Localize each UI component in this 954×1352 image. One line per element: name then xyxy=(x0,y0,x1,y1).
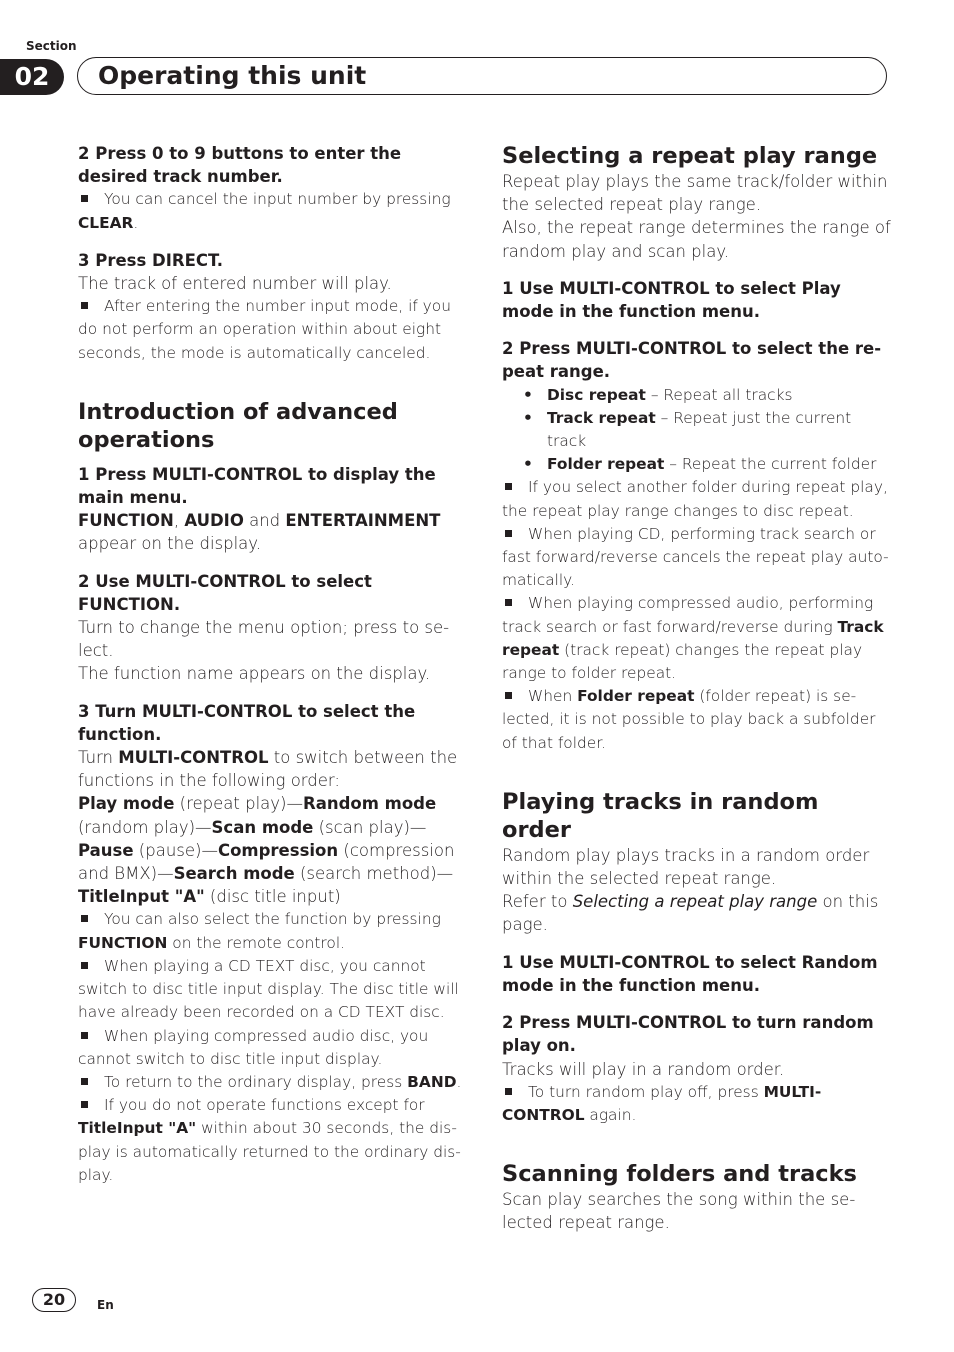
step-title: 3 Press DIRECT. xyxy=(78,250,223,270)
square-bullet-icon xyxy=(505,599,512,606)
note: After entering the number input mode, if you do not perform an operation within about eight seconds, the mode is automatically canceled. xyxy=(78,297,451,362)
body-text: Repeat play plays the same track/folder within the selected repeat play range. xyxy=(502,172,888,215)
body-text: The track of entered number will play. xyxy=(78,274,392,294)
list-item: • Folder repeat – Repeat the current folder xyxy=(502,453,894,476)
note: If you do not operate functions except for TitleInput "A" within about 30 seconds, the dis-play is automatically returned to the ordinary dis-play. xyxy=(78,1096,461,1184)
square-bullet-icon xyxy=(505,530,512,537)
note: You can also select the function by pressing FUNCTION on the remote control. xyxy=(78,910,441,952)
step-title: 2 Press MULTI-CONTROL to select the re-peat range. xyxy=(502,339,882,382)
note: When playing a CD TEXT disc, you cannot switch to disc title input display. The disc title will have already been recorded on a CD TEXT disc. xyxy=(78,956,459,1022)
square-bullet-icon xyxy=(505,1088,512,1095)
step-title: 1 Use MULTI-CONTROL to select Play mode in the function menu. xyxy=(502,278,841,322)
section-label: Section xyxy=(26,39,77,53)
left-column xyxy=(78,142,470,1187)
note: When playing compressed audio, performing track search or fast forward/reverse during Track repeat (track repeat) changes the repeat play range to folder repeat. xyxy=(502,594,884,683)
note: If you select another folder during repeat play, the repeat play range changes to disc repeat. xyxy=(502,478,888,520)
body-text: Scan play searches the song within the se-lected repeat range. xyxy=(502,1190,856,1233)
square-bullet-icon xyxy=(81,962,88,969)
right-column xyxy=(502,142,894,1235)
section-number: 02 xyxy=(0,59,64,95)
body-text: Refer to Selecting a repeat play range on this page. xyxy=(502,892,879,935)
step-title: 1 Use MULTI-CONTROL to select Random mode in the function menu. xyxy=(502,952,878,995)
note: When playing CD, performing track search or fast forward/reverse cancels the repeat play auto-matically. xyxy=(502,524,889,590)
square-bullet-icon xyxy=(81,302,88,309)
note: To turn random play off, press MULTI-CONTROL again. xyxy=(502,1082,822,1124)
page-title-bar xyxy=(77,57,887,95)
page-title: Operating this unit xyxy=(98,61,367,90)
body-text: Random play plays tracks in a random order within the selected repeat range. xyxy=(502,845,870,889)
step-title: 2 Press MULTI-CONTROL to turn random play on. xyxy=(502,1013,874,1056)
square-bullet-icon xyxy=(505,692,512,699)
body-text: Turn to change the menu option; press to se-lect. xyxy=(78,618,450,661)
section-heading: Introduction of advanced operations xyxy=(78,398,398,453)
square-bullet-icon xyxy=(81,195,88,202)
step-title: 2 Use MULTI-CONTROL to select FUNCTION. xyxy=(78,571,372,614)
body-text: Turn MULTI-CONTROL to switch between the functions in the following order: xyxy=(78,748,458,791)
square-bullet-icon xyxy=(81,1032,88,1039)
step-title: 1 Press MULTI-CONTROL to display the main menu. xyxy=(78,464,436,508)
bullet-icon: • xyxy=(523,455,533,474)
body-text: The function name appears on the display. xyxy=(78,664,431,684)
body-text: Also, the repeat range determines the range of random play and scan play. xyxy=(502,218,891,261)
note: You can cancel the input number by pressing CLEAR. xyxy=(78,190,451,232)
section-heading: Scanning folders and tracks xyxy=(502,1161,857,1188)
step-title: 2 Press 0 to 9 buttons to enter the desired track number. xyxy=(78,144,402,187)
bullet-icon: • xyxy=(523,408,533,427)
language-label: En xyxy=(97,1298,114,1312)
body-text: FUNCTION, AUDIO and ENTERTAINMENT appear on the display. xyxy=(78,511,441,554)
step-title: 3 Turn MULTI-CONTROL to select the function. xyxy=(78,701,416,744)
note: To return to the ordinary display, press BAND. xyxy=(78,1071,470,1094)
list-item: • Disc repeat – Repeat all tracks xyxy=(502,384,894,407)
body-text: Tracks will play in a random order. xyxy=(502,1059,785,1079)
square-bullet-icon xyxy=(81,1101,88,1108)
section-heading: Selecting a repeat play range xyxy=(502,143,878,169)
page-number: 20 xyxy=(32,1288,76,1312)
section-heading: Playing tracks in random order xyxy=(502,788,819,843)
note: When Folder repeat (folder repeat) is se-lected, it is not possible to play back a subfolder of that folder. xyxy=(502,687,876,752)
square-bullet-icon xyxy=(81,1078,88,1085)
square-bullet-icon xyxy=(81,915,88,922)
list-item: • Track repeat – Repeat just the current track xyxy=(523,408,852,451)
bullet-icon: • xyxy=(523,385,533,404)
function-order: Play mode (repeat play)—Random mode (random play)—Scan mode (scan play)—Pause (pause)—Compression (compression and BMX)—Search mode (search method)—TitleInput "A" (disc title input) xyxy=(78,794,455,907)
square-bullet-icon xyxy=(505,483,512,490)
note: When playing compressed audio disc, you cannot switch to disc title input display. xyxy=(78,1026,429,1068)
